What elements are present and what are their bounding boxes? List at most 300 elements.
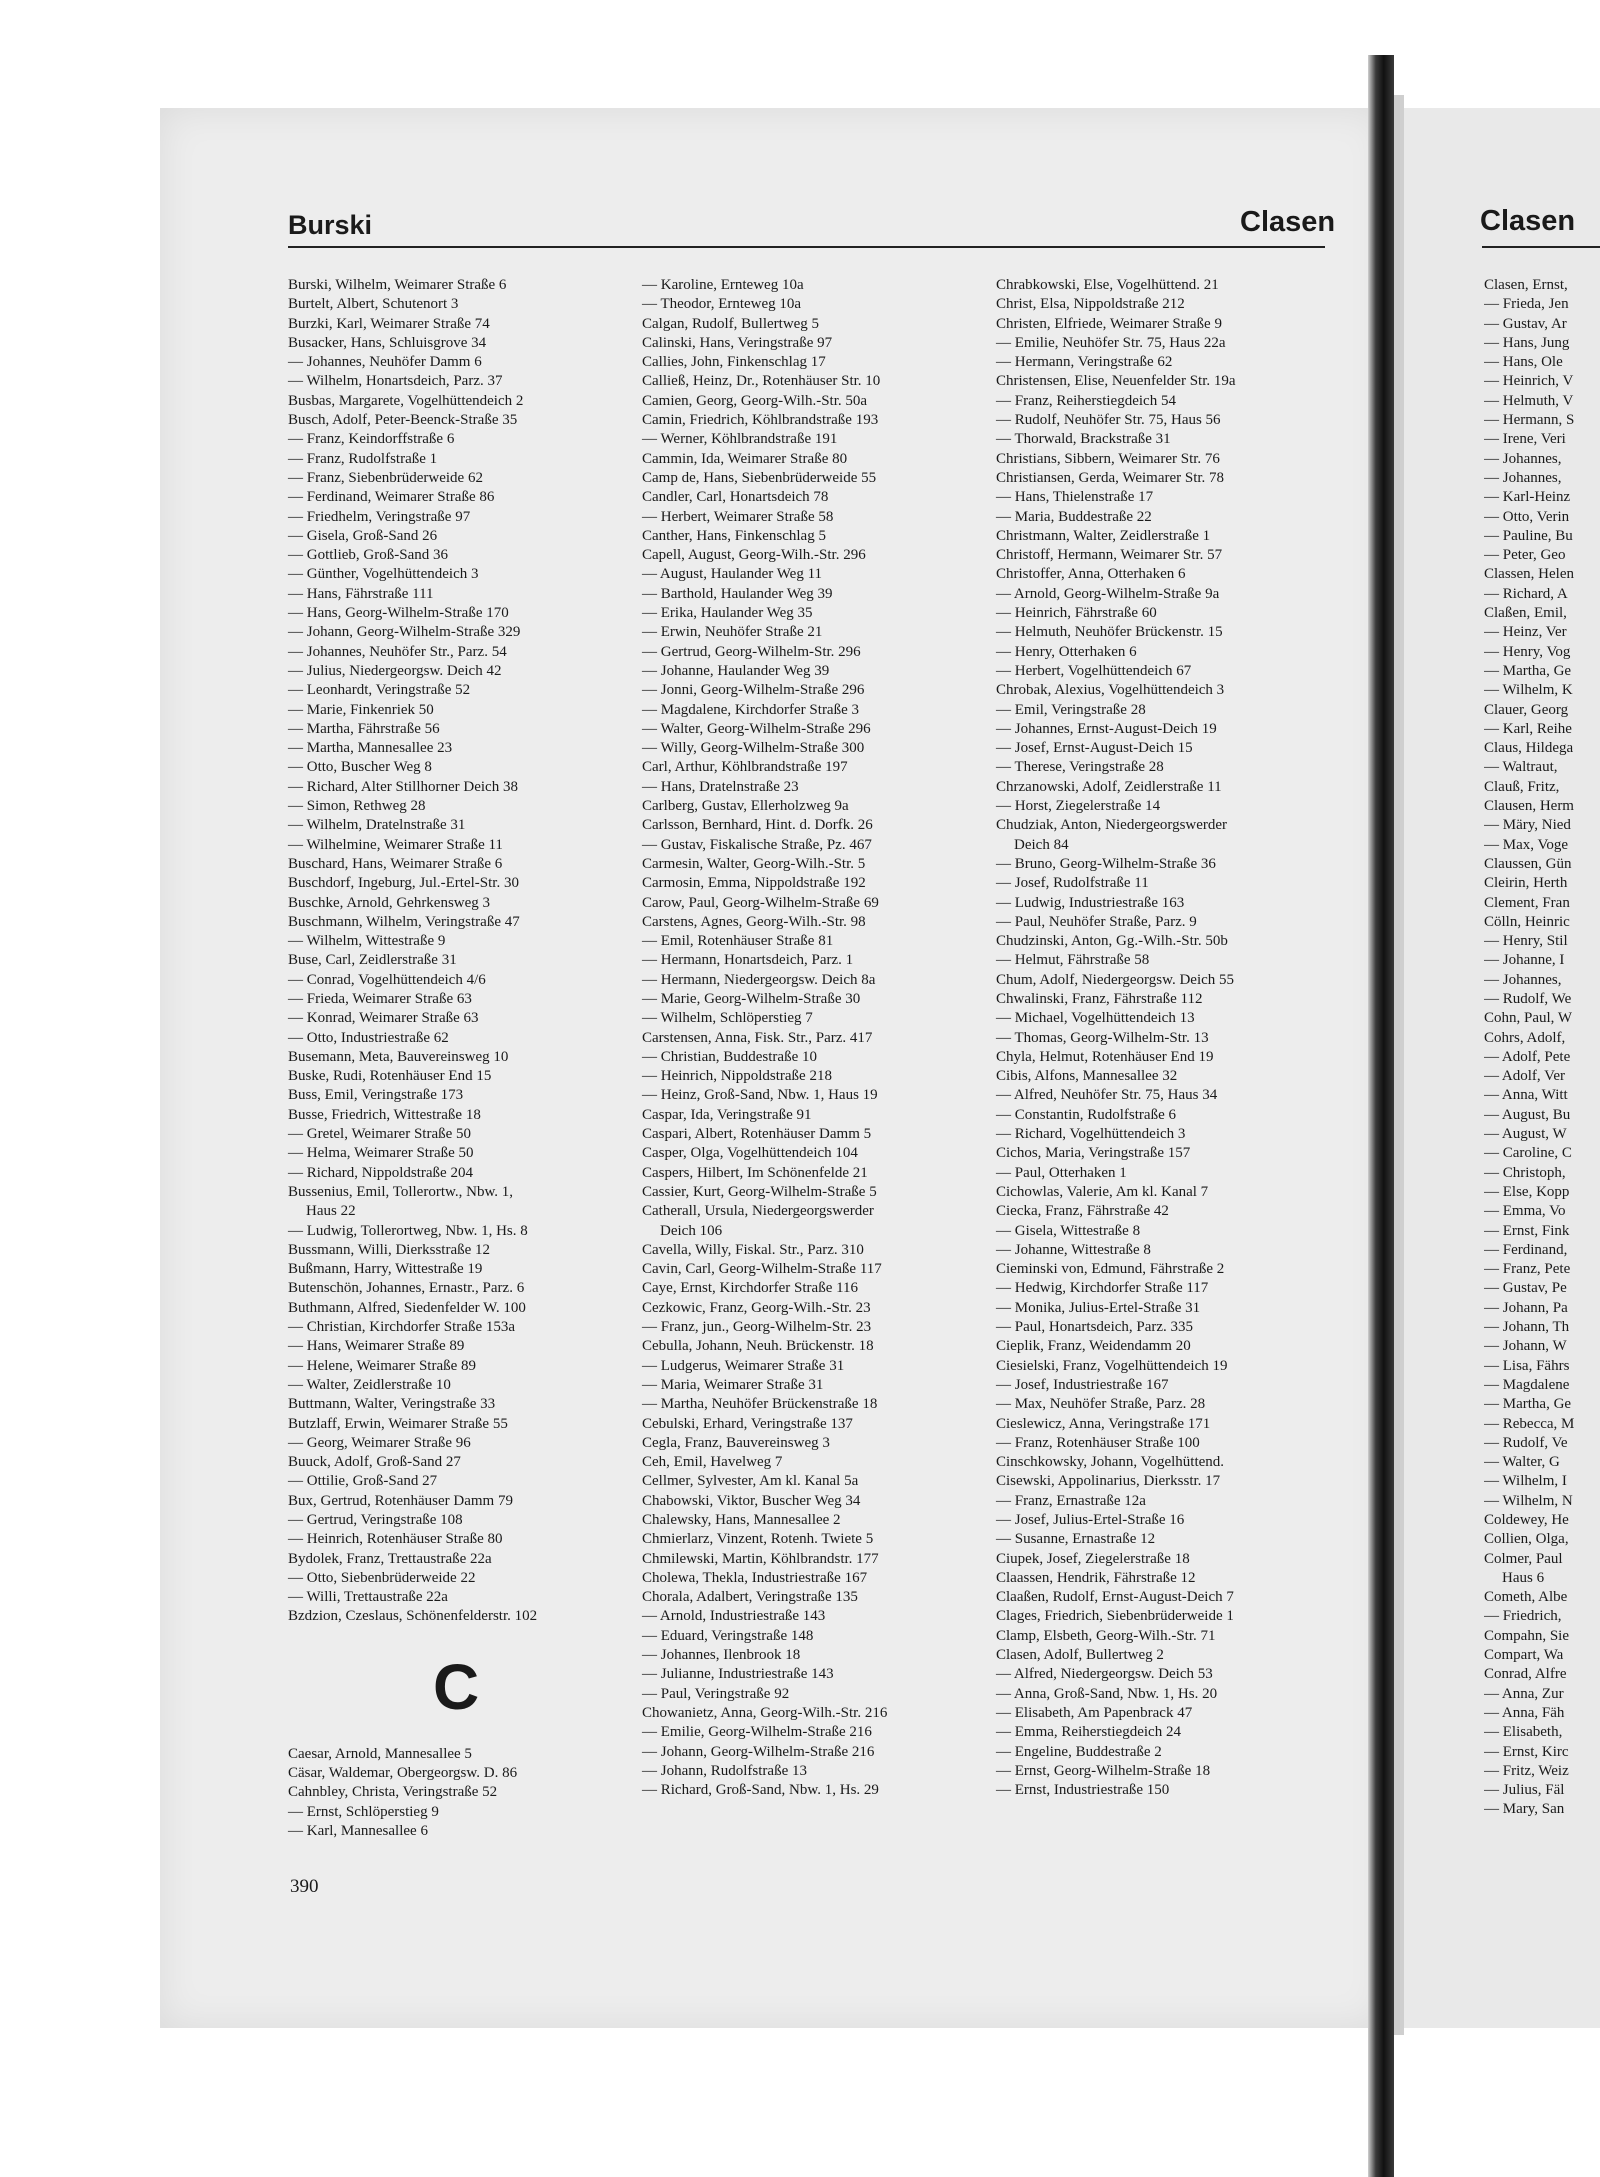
directory-entry: Calinski, Hans, Veringstraße 97 <box>642 334 833 351</box>
directory-entry: — Caroline, C <box>1484 1145 1572 1162</box>
directory-entry: Cieplik, Franz, Weidendamm 20 <box>996 1338 1191 1355</box>
directory-entry: Colmer, Paul <box>1484 1550 1563 1567</box>
directory-entry: Buse, Carl, Zeidlerstraße 31 <box>288 952 457 969</box>
directory-entry: — Irene, Veri <box>1484 431 1566 448</box>
directory-entry: — Johanne, Haulander Weg 39 <box>642 662 830 679</box>
directory-entry: Ciecka, Franz, Fährstraße 42 <box>996 1203 1169 1220</box>
header-rule <box>288 246 1325 248</box>
directory-entry: Collien, Olga, <box>1484 1531 1569 1548</box>
directory-entry: — Adolf, Pete <box>1484 1048 1571 1065</box>
running-header-right: Clasen <box>1240 206 1336 238</box>
directory-entry: — Henry, Stil <box>1484 933 1568 950</box>
section-letter: C <box>433 1650 480 1723</box>
directory-entry: Coldewey, He <box>1484 1512 1569 1528</box>
directory-entry: Caesar, Arnold, Mannesallee 5 <box>288 1745 472 1762</box>
directory-entry: — Gertrud, Georg-Wilhelm-Str. 296 <box>642 643 861 660</box>
directory-entry: — Waltraut, <box>1484 759 1558 776</box>
directory-entry: — Marie, Finkenriek 50 <box>288 701 434 718</box>
directory-entry: Christmann, Walter, Zeidlerstraße 1 <box>996 527 1211 544</box>
directory-entry: Buttmann, Walter, Veringstraße 33 <box>288 1396 496 1413</box>
directory-entry: — Christoph, <box>1484 1164 1566 1181</box>
directory-entry: Chudzinski, Anton, Gg.-Wilh.-Str. 50b <box>996 933 1228 950</box>
directory-entry: — Lisa, Fährs <box>1484 1357 1570 1374</box>
directory-entry: — Martha, Fährstraße 56 <box>288 720 440 737</box>
directory-entry: Cammin, Ida, Weimarer Straße 80 <box>642 450 848 467</box>
directory-entry: — Ludgerus, Weimarer Straße 31 <box>642 1357 845 1374</box>
directory-entry: — Ludwig, Tollerortweg, Nbw. 1, Hs. 8 <box>288 1222 528 1239</box>
directory-entry: — Johann, Georg-Wilhelm-Straße 329 <box>288 624 521 641</box>
directory-entry: Chabowski, Viktor, Buscher Weg 34 <box>642 1492 861 1509</box>
directory-entry: — Michael, Vogelhüttendeich 13 <box>996 1010 1195 1027</box>
directory-entry: — Wilhelm, Schlöperstieg 7 <box>642 1010 813 1027</box>
directory-entry: — Herbert, Vogelhüttendeich 67 <box>996 662 1192 679</box>
directory-entry: Cometh, Albe <box>1484 1589 1568 1606</box>
directory-entry: Christiansen, Gerda, Weimarer Str. 78 <box>996 469 1225 486</box>
directory-entry: — Elisabeth, <box>1484 1724 1563 1741</box>
directory-entry: Camin, Friedrich, Köhlbrandstraße 193 <box>642 412 879 429</box>
running-header-left: Burski <box>288 210 373 240</box>
directory-entry: — Johannes, Ilenbrook 18 <box>642 1647 801 1664</box>
directory-entry: — Alfred, Neuhöfer Str. 75, Haus 34 <box>996 1087 1218 1104</box>
directory-entry: Cavin, Carl, Georg-Wilhelm-Straße 117 <box>642 1261 882 1278</box>
directory-entry: — Franz, jun., Georg-Wilhelm-Str. 23 <box>642 1319 872 1336</box>
directory-entry: — Gustav, Fiskalische Straße, Pz. 467 <box>642 836 872 853</box>
directory-entry: — Martha, Ge <box>1484 662 1572 679</box>
directory-entry: — Johannes, Neuhöfer Str., Parz. 54 <box>288 643 507 660</box>
directory-entry: — Magdalene <box>1484 1376 1570 1393</box>
directory-entry: — Wilhelm, I <box>1484 1473 1567 1490</box>
directory-entry: Busbas, Margarete, Vogelhüttendeich 2 <box>288 392 524 409</box>
directory-entry: Claassen, Hendrik, Fährstraße 12 <box>996 1569 1196 1586</box>
directory-entry: — Christian, Buddestraße 10 <box>642 1048 817 1065</box>
directory-entry: Callies, John, Finkenschlag 17 <box>642 354 826 371</box>
directory-entry: — Pauline, Bu <box>1484 527 1573 544</box>
directory-entry: — Max, Voge <box>1484 836 1569 853</box>
directory-entry: — Josef, Julius-Ertel-Straße 16 <box>996 1512 1185 1528</box>
directory-entry: — Franz, Rudolfstraße 1 <box>288 450 438 467</box>
directory-entry: — Gustav, Pe <box>1484 1280 1567 1297</box>
directory-entry: — Frieda, Weimarer Straße 63 <box>288 990 472 1007</box>
directory-entry: Clement, Fran <box>1484 894 1570 911</box>
directory-entry: Chmierlarz, Vinzent, Rotenh. Twiete 5 <box>642 1531 874 1548</box>
adjacent-page-header: Clasen <box>1480 205 1576 237</box>
directory-entry: Bussenius, Emil, Tollerortw., Nbw. 1, <box>288 1183 514 1200</box>
directory-entry: Haus 6 <box>1502 1569 1545 1586</box>
directory-entry: — Christian, Kirchdorfer Straße 153a <box>288 1319 516 1336</box>
directory-entry: — Martha, Mannesallee 23 <box>288 740 453 757</box>
directory-entry: Cohn, Paul, W <box>1484 1010 1573 1027</box>
directory-entry: — Heinrich, Nippoldstraße 218 <box>642 1068 832 1085</box>
directory-entry: Claßen, Emil, <box>1484 605 1567 622</box>
directory-entry: — Josef, Ernst-August-Deich 15 <box>996 740 1193 757</box>
directory-entry: — Josef, Industriestraße 167 <box>996 1376 1169 1393</box>
directory-entry: — Ottilie, Groß-Sand 27 <box>288 1473 438 1490</box>
directory-entry: — Konrad, Weimarer Straße 63 <box>288 1010 479 1027</box>
directory-entry: — Magdalene, Kirchdorfer Straße 3 <box>642 701 860 718</box>
directory-entry: — August, Haulander Weg 11 <box>642 566 823 583</box>
directory-entry: — Paul, Veringstraße 92 <box>642 1685 790 1702</box>
directory-entry: — Walter, Georg-Wilhelm-Straße 296 <box>642 720 871 737</box>
directory-entry: — Simon, Rethweg 28 <box>288 798 426 815</box>
directory-entry: — Gustav, Ar <box>1484 315 1567 332</box>
directory-entry: — Martha, Neuhöfer Brückenstraße 18 <box>642 1396 878 1413</box>
column-adjacent-page <box>1484 276 1600 1820</box>
directory-entry: — Helmuth, Neuhöfer Brückenstr. 15 <box>996 624 1223 641</box>
directory-entry: — Walter, G <box>1484 1454 1560 1471</box>
directory-entry: — Otto, Buscher Weg 8 <box>288 759 432 776</box>
directory-entry: — Fritz, Weiz <box>1484 1762 1569 1779</box>
directory-entry: Christen, Elfriede, Weimarer Straße 9 <box>996 315 1222 332</box>
directory-entry: — Johannes, <box>1484 971 1562 988</box>
directory-entry: Cölln, Heinric <box>1484 913 1570 930</box>
directory-entry: — Friedhelm, Veringstraße 97 <box>288 508 471 525</box>
directory-entry: Cellmer, Sylvester, Am kl. Kanal 5a <box>642 1473 859 1490</box>
directory-entry: — Barthold, Haulander Weg 39 <box>642 585 833 602</box>
directory-entry: Cassier, Kurt, Georg-Wilhelm-Straße 5 <box>642 1183 877 1200</box>
directory-entry: — Constantin, Rudolfstraße 6 <box>996 1106 1176 1123</box>
directory-entry: — Hermann, Niedergeorgsw. Deich 8a <box>642 971 876 988</box>
directory-entry: Christoff, Hermann, Weimarer Str. 57 <box>996 547 1223 564</box>
directory-entry: — Hans, Ole <box>1484 354 1563 371</box>
directory-entry: — Johanne, Wittestraße 8 <box>996 1241 1151 1258</box>
directory-entry: — Franz, Siebenbrüderweide 62 <box>288 469 483 486</box>
directory-entry: Butenschön, Johannes, Ernastr., Parz. 6 <box>288 1280 525 1297</box>
directory-entry: Ceh, Emil, Havelweg 7 <box>642 1454 783 1471</box>
directory-entry: Candler, Carl, Honartsdeich 78 <box>642 489 829 506</box>
directory-entry: Bydolek, Franz, Trettaustraße 22a <box>288 1550 492 1567</box>
directory-entry: Butzlaff, Erwin, Weimarer Straße 55 <box>288 1415 508 1432</box>
directory-entry: — Wilhelm, K <box>1484 682 1573 699</box>
spine-edge <box>1394 95 1404 2035</box>
directory-entry: Buschard, Hans, Weimarer Straße 6 <box>288 855 503 872</box>
directory-entry: — Ludwig, Industriestraße 163 <box>996 894 1185 911</box>
directory-entry: Burski, Wilhelm, Weimarer Straße 6 <box>288 277 507 293</box>
directory-entry: — Anna, Fäh <box>1484 1704 1565 1721</box>
directory-entry: Deich 106 <box>660 1222 723 1239</box>
directory-entry: — Rudolf, We <box>1484 990 1572 1007</box>
directory-entry: Cegla, Franz, Bauvereinsweg 3 <box>642 1434 830 1451</box>
directory-entry: Chrzanowski, Adolf, Zeidlerstraße 11 <box>996 778 1222 795</box>
directory-entry: — Hans, Jung <box>1484 334 1570 351</box>
directory-entry: — Maria, Buddestraße 22 <box>996 508 1152 525</box>
directory-entry: Clauer, Georg <box>1484 701 1569 718</box>
directory-entry: Caye, Ernst, Kirchdorfer Straße 116 <box>642 1280 859 1297</box>
directory-entry: — Ferdinand, <box>1484 1241 1568 1258</box>
directory-entry: — Emma, Vo <box>1484 1203 1566 1220</box>
directory-entry: — Johann, Pa <box>1484 1299 1568 1316</box>
directory-entry: — Monika, Julius-Ertel-Straße 31 <box>996 1299 1201 1316</box>
directory-entry: Caspar, Ida, Veringstraße 91 <box>642 1106 812 1123</box>
directory-entry: Calgan, Rudolf, Bullertweg 5 <box>642 315 820 332</box>
directory-entry: — Josef, Rudolfstraße 11 <box>996 875 1149 892</box>
directory-entry: Cibis, Alfons, Mannesallee 32 <box>996 1068 1178 1085</box>
directory-entry: — Wilhelmine, Weimarer Straße 11 <box>288 836 503 853</box>
directory-entry: Deich 84 <box>1014 836 1069 853</box>
directory-entry: — Wilhelm, Honartsdeich, Parz. 37 <box>288 373 503 390</box>
directory-entry: — Willi, Trettaustraße 22a <box>288 1589 448 1606</box>
directory-entry: — Arnold, Georg-Wilhelm-Straße 9a <box>996 585 1220 602</box>
directory-entry: Capell, August, Georg-Wilh.-Str. 296 <box>642 547 866 564</box>
directory-entry: — Paul, Honartsdeich, Parz. 335 <box>996 1319 1194 1336</box>
directory-entry: — Franz, Rotenhäuser Straße 100 <box>996 1434 1200 1451</box>
directory-entry: Cebulski, Erhard, Veringstraße 137 <box>642 1415 853 1432</box>
directory-entry: — Heinz, Ver <box>1484 624 1567 641</box>
directory-entry: — Theodor, Ernteweg 10a <box>642 296 802 313</box>
directory-entry: — Helene, Weimarer Straße 89 <box>288 1357 477 1374</box>
directory-entry: — Erwin, Neuhöfer Straße 21 <box>642 624 823 641</box>
directory-entry: — Richard, Vogelhüttendeich 3 <box>996 1126 1186 1143</box>
directory-entry: — Emil, Rotenhäuser Straße 81 <box>642 933 834 950</box>
directory-entry: Bußmann, Harry, Wittestraße 19 <box>288 1261 483 1278</box>
directory-entry: — Paul, Neuhöfer Straße, Parz. 9 <box>996 913 1197 930</box>
directory-entry: — Rudolf, Neuhöfer Str. 75, Haus 56 <box>996 412 1221 429</box>
directory-entry: — Franz, Pete <box>1484 1261 1571 1278</box>
directory-entry: — Anna, Zur <box>1484 1685 1564 1702</box>
directory-entry: — Henry, Vog <box>1484 643 1571 660</box>
directory-entry: Cholewa, Thekla, Industriestraße 167 <box>642 1569 868 1586</box>
directory-entry: Buske, Rudi, Rotenhäuser End 15 <box>288 1068 492 1085</box>
directory-entry: — Willy, Georg-Wilhelm-Straße 300 <box>642 740 865 757</box>
directory-entry: Cieslewicz, Anna, Veringstraße 171 <box>996 1415 1211 1432</box>
directory-entry: — Maria, Weimarer Straße 31 <box>642 1376 824 1393</box>
directory-entry: — Märy, Nied <box>1484 817 1571 834</box>
directory-entry: Clasen, Adolf, Bullertweg 2 <box>996 1647 1164 1664</box>
directory-entry: Clages, Friedrich, Siebenbrüderweide 1 <box>996 1608 1234 1625</box>
directory-entry: — Therese, Veringstraße 28 <box>996 759 1164 776</box>
directory-entry: — Anna, Groß-Sand, Nbw. 1, Hs. 20 <box>996 1685 1218 1702</box>
directory-entry: — Hans, Thielenstraße 17 <box>996 489 1154 506</box>
column-3 <box>996 276 1331 1800</box>
directory-entry: — Martha, Ge <box>1484 1396 1572 1413</box>
directory-entry: Buthmann, Alfred, Siedenfelder W. 100 <box>288 1299 526 1316</box>
directory-entry: — Heinrich, Fährstraße 60 <box>996 605 1157 622</box>
directory-entry: — Herbert, Weimarer Straße 58 <box>642 508 834 525</box>
directory-entry: — Werner, Köhlbrandstraße 191 <box>642 431 838 448</box>
directory-entry: — Horst, Ziegelerstraße 14 <box>996 798 1161 815</box>
directory-entry: — Gisela, Wittestraße 8 <box>996 1222 1141 1239</box>
directory-entry: — Ferdinand, Weimarer Straße 86 <box>288 489 495 506</box>
directory-entry: — Hans, Dratelnstraße 23 <box>642 778 799 795</box>
directory-entry: Chwalinski, Franz, Fährstraße 112 <box>996 990 1203 1007</box>
directory-entry: Classen, Helen <box>1484 566 1574 583</box>
directory-entry: — Hermann, Honartsdeich, Parz. 1 <box>642 952 854 969</box>
directory-entry: Busacker, Hans, Schluisgrove 34 <box>288 334 487 351</box>
directory-entry: — Johann, Georg-Wilhelm-Straße 216 <box>642 1743 875 1760</box>
directory-entry: — Wilhelm, Wittestraße 9 <box>288 933 446 950</box>
directory-entry: — Otto, Siebenbrüderweide 22 <box>288 1569 476 1586</box>
directory-entry: — Otto, Verin <box>1484 508 1570 525</box>
directory-entry: Busse, Friedrich, Wittestraße 18 <box>288 1106 481 1123</box>
directory-entry: — Henry, Otterhaken 6 <box>996 643 1137 660</box>
directory-entry: — Hermann, Veringstraße 62 <box>996 354 1173 371</box>
directory-entry: Cahnbley, Christa, Veringstraße 52 <box>288 1784 498 1801</box>
directory-entry: — Karl-Heinz <box>1484 489 1571 506</box>
directory-entry: — Friedrich, <box>1484 1608 1562 1625</box>
directory-entry: — Marie, Georg-Wilhelm-Straße 30 <box>642 990 861 1007</box>
directory-entry: Carlberg, Gustav, Ellerholzweg 9a <box>642 798 849 815</box>
directory-entry: — Thorwald, Brackstraße 31 <box>996 431 1171 448</box>
directory-entry: Bussmann, Willi, Dierksstraße 12 <box>288 1241 491 1258</box>
directory-entry: Chalewsky, Hans, Mannesallee 2 <box>642 1512 841 1528</box>
directory-entry: Carstensen, Anna, Fisk. Str., Parz. 417 <box>642 1029 873 1046</box>
directory-entry: — Franz, Keindorffstraße 6 <box>288 431 455 448</box>
directory-entry: — Heinrich, Rotenhäuser Straße 80 <box>288 1531 503 1548</box>
directory-entry: — Ernst, Fink <box>1484 1222 1570 1239</box>
directory-entry: Caspers, Hilbert, Im Schönenfelde 21 <box>642 1164 868 1181</box>
directory-entry: Catherall, Ursula, Niedergeorgswerder <box>642 1203 874 1220</box>
directory-entry: Ciesielski, Franz, Vogelhüttendeich 19 <box>996 1357 1228 1374</box>
directory-entry: — Gisela, Groß-Sand 26 <box>288 527 438 544</box>
directory-entry: Carlsson, Bernhard, Hint. d. Dorfk. 26 <box>642 817 873 834</box>
directory-entry: — Engeline, Buddestraße 2 <box>996 1743 1162 1760</box>
directory-entry: — Karoline, Ernteweg 10a <box>642 277 804 293</box>
directory-entry: Chmilewski, Martin, Köhlbrandstr. 177 <box>642 1550 879 1567</box>
directory-entry: Cavella, Willy, Fiskal. Str., Parz. 310 <box>642 1241 864 1258</box>
directory-entry: — Paul, Otterhaken 1 <box>996 1164 1127 1181</box>
directory-entry: — Ernst, Georg-Wilhelm-Straße 18 <box>996 1762 1211 1779</box>
directory-entry: Cieminski von, Edmund, Fährstraße 2 <box>996 1261 1225 1278</box>
directory-entry: — Helmut, Fährstraße 58 <box>996 952 1150 969</box>
directory-entry: Chrabkowski, Else, Vogelhüttend. 21 <box>996 277 1219 293</box>
directory-entry: Clasen, Ernst, <box>1484 277 1568 293</box>
book-spine <box>1368 55 1394 2177</box>
directory-entry: — Emil, Veringstraße 28 <box>996 701 1146 718</box>
directory-entry: Claus, Hildega <box>1484 740 1574 757</box>
directory-entry: Cichos, Maria, Veringstraße 157 <box>996 1145 1191 1162</box>
directory-entry: — Gottlieb, Groß-Sand 36 <box>288 547 448 564</box>
directory-entry: — Heinz, Groß-Sand, Nbw. 1, Haus 19 <box>642 1087 878 1104</box>
directory-entry: — Johann, W <box>1484 1338 1567 1355</box>
directory-entry: — Ernst, Schlöperstieg 9 <box>288 1803 439 1820</box>
directory-entry: — Gretel, Weimarer Straße 50 <box>288 1126 472 1143</box>
directory-entry: Cleirin, Herth <box>1484 875 1568 892</box>
directory-entry: — Rebecca, M <box>1484 1415 1575 1432</box>
directory-entry: — Helma, Weimarer Straße 50 <box>288 1145 474 1162</box>
directory-entry: Christensen, Elise, Neuenfelder Str. 19a <box>996 373 1236 390</box>
directory-entry: — Julius, Niedergeorgsw. Deich 42 <box>288 662 502 679</box>
directory-entry: — Elisabeth, Am Papenbrack 47 <box>996 1704 1193 1721</box>
directory-entry: — Heinrich, V <box>1484 373 1574 390</box>
directory-entry: — Hans, Weimarer Straße 89 <box>288 1338 465 1355</box>
directory-entry: Carmesin, Walter, Georg-Wilh.-Str. 5 <box>642 855 866 872</box>
directory-entry: Burzki, Karl, Weimarer Straße 74 <box>288 315 490 332</box>
directory-entry: — Emilie, Neuhöfer Str. 75, Haus 22a <box>996 334 1226 351</box>
directory-entry: Christians, Sibbern, Weimarer Str. 76 <box>996 450 1220 467</box>
directory-entry: — Julius, Fäl <box>1484 1782 1565 1799</box>
directory-entry: — Wilhelm, Dratelnstraße 31 <box>288 817 466 834</box>
directory-entry: Claussen, Gün <box>1484 855 1572 872</box>
directory-entry: Christoffer, Anna, Otterhaken 6 <box>996 566 1186 583</box>
directory-entry: — Walter, Zeidlerstraße 10 <box>288 1376 451 1393</box>
directory-entry: — Helmuth, V <box>1484 392 1574 409</box>
directory-entry: — Johannes, <box>1484 450 1562 467</box>
directory-entry: Carow, Paul, Georg-Wilhelm-Straße 69 <box>642 894 879 911</box>
directory-entry: Camp de, Hans, Siebenbrüderweide 55 <box>642 469 877 486</box>
directory-entry: — Richard, Nippoldstraße 204 <box>288 1164 473 1181</box>
directory-entry: — Frieda, Jen <box>1484 296 1569 313</box>
directory-entry: — Adolf, Ver <box>1484 1068 1565 1085</box>
directory-entry: Conrad, Alfre <box>1484 1666 1567 1683</box>
directory-entry: Bzdzion, Czeslaus, Schönenfelderstr. 102 <box>288 1608 538 1625</box>
directory-entry: — Georg, Weimarer Straße 96 <box>288 1434 471 1451</box>
directory-entry: — Franz, Reiherstiegdeich 54 <box>996 392 1176 409</box>
directory-entry: — Erika, Haulander Weg 35 <box>642 605 813 622</box>
directory-entry: — Emilie, Georg-Wilhelm-Straße 216 <box>642 1724 872 1741</box>
directory-entry: — Else, Kopp <box>1484 1183 1570 1200</box>
directory-entry: — Wilhelm, N <box>1484 1492 1573 1509</box>
directory-entry: — Richard, Alter Stillhorner Deich 38 <box>288 778 518 795</box>
directory-entry: — Johannes, <box>1484 469 1562 486</box>
directory-entry: — Bruno, Georg-Wilhelm-Straße 36 <box>996 855 1216 872</box>
directory-entry: Chorala, Adalbert, Veringstraße 135 <box>642 1589 858 1606</box>
directory-entry: — Karl, Mannesallee 6 <box>288 1822 428 1839</box>
directory-entry: — Emma, Reiherstiegdeich 24 <box>996 1724 1181 1741</box>
directory-entry: — Max, Neuhöfer Straße, Parz. 28 <box>996 1396 1206 1413</box>
directory-entry: Clausen, Herm <box>1484 798 1574 815</box>
directory-entry: Chrobak, Alexius, Vogelhüttendeich 3 <box>996 682 1225 699</box>
directory-entry: Busemann, Meta, Bauvereinsweg 10 <box>288 1048 509 1065</box>
directory-entry: — Otto, Industriestraße 62 <box>288 1029 449 1046</box>
directory-entry: Cisewski, Appolinarius, Dierksstr. 17 <box>996 1473 1221 1490</box>
directory-entry: Calließ, Heinz, Dr., Rotenhäuser Str. 10 <box>642 373 881 390</box>
directory-entry: Cebulla, Johann, Neuh. Brückenstr. 18 <box>642 1338 874 1355</box>
directory-entry: Cichowlas, Valerie, Am kl. Kanal 7 <box>996 1183 1209 1200</box>
directory-entry: Christ, Elsa, Nippoldstraße 212 <box>996 296 1185 313</box>
directory-entry: Buschmann, Wilhelm, Veringstraße 47 <box>288 913 520 930</box>
directory-entry: Cinschkowsky, Johann, Vogelhüttend. <box>996 1454 1225 1471</box>
directory-entry: — Conrad, Vogelhüttendeich 4/6 <box>288 971 486 988</box>
directory-entry: — Peter, Geo <box>1484 547 1566 564</box>
directory-entry: Clamp, Elsbeth, Georg-Wilh.-Str. 71 <box>996 1627 1216 1644</box>
directory-entry: Cezkowic, Franz, Georg-Wilh.-Str. 23 <box>642 1299 871 1316</box>
directory-entry: — Leonhardt, Veringstraße 52 <box>288 682 471 699</box>
directory-entry: Cohrs, Adolf, <box>1484 1029 1566 1046</box>
directory-entry: — Rudolf, Ve <box>1484 1434 1568 1451</box>
directory-entry: Burtelt, Albert, Schutenort 3 <box>288 296 459 313</box>
directory-entry: — Mary, San <box>1484 1801 1565 1818</box>
directory-entry: — Hermann, S <box>1484 412 1575 429</box>
directory-entry: — August, W <box>1484 1126 1567 1143</box>
directory-entry: Chyla, Helmut, Rotenhäuser End 19 <box>996 1048 1214 1065</box>
directory-entry: — Richard, A <box>1484 585 1568 602</box>
directory-entry: — Ernst, Industriestraße 150 <box>996 1782 1170 1799</box>
directory-entry: — Johann, Th <box>1484 1319 1570 1336</box>
directory-entry: — Karl, Reihe <box>1484 720 1572 737</box>
directory-entry: — Arnold, Industriestraße 143 <box>642 1608 826 1625</box>
directory-entry: — Günther, Vogelhüttendeich 3 <box>288 566 479 583</box>
directory-entry: Cäsar, Waldemar, Obergeorgsw. D. 86 <box>288 1765 518 1782</box>
directory-entry: Chudziak, Anton, Niedergeorgswerder <box>996 817 1228 834</box>
directory-entry: — Johannes, Ernst-August-Deich 19 <box>996 720 1217 737</box>
directory-entry: — Hans, Fährstraße 111 <box>288 585 434 602</box>
directory-entry: — Ernst, Kirc <box>1484 1743 1569 1760</box>
adjacent-header-rule <box>1482 246 1600 248</box>
directory-entry: Buschdorf, Ingeburg, Jul.-Ertel-Str. 30 <box>288 875 519 892</box>
directory-entry: — Jonni, Georg-Wilhelm-Straße 296 <box>642 682 865 699</box>
directory-entry: Clauß, Fritz, <box>1484 778 1560 795</box>
directory-entry: — Alfred, Niedergeorgsw. Deich 53 <box>996 1666 1213 1683</box>
directory-entry: Carstens, Agnes, Georg-Wilh.-Str. 98 <box>642 913 866 930</box>
page-number: 390 <box>290 1876 319 1897</box>
column-2 <box>642 276 972 1800</box>
directory-entry: Buss, Emil, Veringstraße 173 <box>288 1087 464 1104</box>
directory-entry: — Hedwig, Kirchdorfer Straße 117 <box>996 1280 1209 1297</box>
directory-entry: Compart, Wa <box>1484 1647 1564 1664</box>
directory-entry: — Johannes, Neuhöfer Damm 6 <box>288 354 482 371</box>
directory-entry: — Franz, Ernastraße 12a <box>996 1492 1146 1509</box>
directory-entry: — Julianne, Industriestraße 143 <box>642 1666 834 1683</box>
directory-entry: Bux, Gertrud, Rotenhäuser Damm 79 <box>288 1492 513 1509</box>
